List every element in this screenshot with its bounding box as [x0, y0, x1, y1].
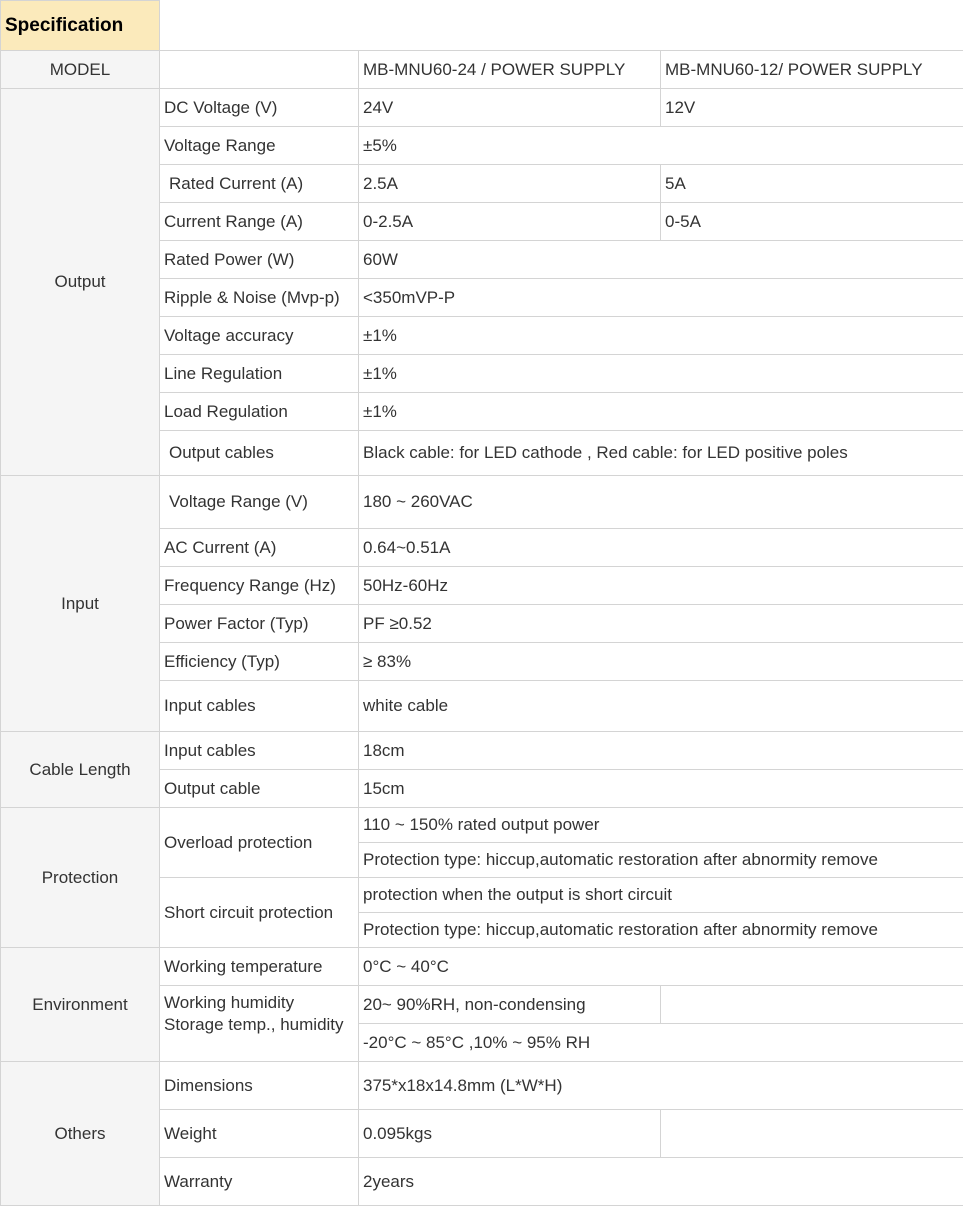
group-protection: Protection — [1, 808, 160, 948]
row-label: Dimensions — [160, 1062, 359, 1110]
row-label: AC Current (A) — [160, 529, 359, 567]
row-value-12: 12V — [661, 89, 963, 127]
table-row — [1, 1062, 963, 1110]
group-input: Input — [1, 476, 160, 732]
group-cable-length: Cable Length — [1, 732, 160, 808]
row-value: ±1% — [359, 393, 963, 431]
table-row — [1, 732, 963, 770]
row-label: Working humidity — [164, 992, 295, 1012]
table-row — [1, 808, 963, 843]
row-value: ±5% — [359, 127, 963, 165]
row-label: Input cables — [160, 681, 359, 732]
page-title: Specification — [1, 1, 160, 51]
row-value: 180 ~ 260VAC — [359, 476, 963, 529]
row-value: Black cable: for LED cathode , Red cable: for LED positive poles — [359, 431, 963, 476]
model-12: MB-MNU60-12/ POWER SUPPLY — [661, 51, 963, 89]
row-empty — [661, 986, 963, 1024]
row-label: Weight — [160, 1110, 359, 1158]
row-label-text: Voltage Range (V) — [169, 492, 308, 511]
table-row — [1, 476, 963, 529]
row-value: 110 ~ 150% rated output power — [359, 808, 963, 843]
row-label: DC Voltage (V) — [160, 89, 359, 127]
table-row — [1, 948, 963, 986]
row-label — [160, 431, 359, 476]
row-value-12: 0-5A — [661, 203, 963, 241]
row-label: Short circuit protection — [160, 878, 359, 948]
row-value: 0.64~0.51A — [359, 529, 963, 567]
model-24: MB-MNU60-24 / POWER SUPPLY — [359, 51, 661, 89]
row-value: PF ≥0.52 — [359, 605, 963, 643]
model-label: MODEL — [1, 51, 160, 89]
row-value: 60W — [359, 241, 963, 279]
row-label: Input cables — [160, 732, 359, 770]
row-empty — [661, 1110, 963, 1158]
row-value: ≥ 83% — [359, 643, 963, 681]
group-others: Others — [1, 1062, 160, 1206]
title-row — [1, 1, 963, 51]
row-label: Overload protection — [160, 808, 359, 878]
row-label: Ripple & Noise (Mvp-p) — [160, 279, 359, 317]
row-label: Frequency Range (Hz) — [160, 567, 359, 605]
row-label: Load Regulation — [160, 393, 359, 431]
model-row — [1, 51, 963, 89]
row-value: ±1% — [359, 317, 963, 355]
row-value: Protection type: hiccup,automatic restoration after abnormity remove — [359, 913, 963, 948]
row-label: Voltage accuracy — [160, 317, 359, 355]
group-environment: Environment — [1, 948, 160, 1062]
row-value: 50Hz-60Hz — [359, 567, 963, 605]
row-label-text: Rated Current (A) — [169, 173, 304, 193]
row-label: Power Factor (Typ) — [160, 605, 359, 643]
row-value: 0.095kgs — [359, 1110, 661, 1158]
model-blank — [160, 51, 359, 89]
row-label: Voltage Range — [160, 127, 359, 165]
row-label-text: Output cables — [169, 443, 274, 462]
row-value: <350mVP-P — [359, 279, 963, 317]
row-label: Current Range (A) — [160, 203, 359, 241]
row-value: white cable — [359, 681, 963, 732]
row-value: 2years — [359, 1158, 963, 1206]
row-label: Line Regulation — [160, 355, 359, 393]
row-label: Rated Power (W) — [160, 241, 359, 279]
row-value: ±1% — [359, 355, 963, 393]
row-value: 0°C ~ 40°C — [359, 948, 963, 986]
row-label: Output cable — [160, 770, 359, 808]
row-label — [160, 476, 359, 529]
row-value-12: 5A — [661, 165, 963, 203]
group-output: Output — [1, 89, 160, 476]
row-value: Protection type: hiccup,automatic restoration after abnormity remove — [359, 843, 963, 878]
row-label — [160, 165, 359, 203]
title-spacer — [160, 1, 963, 51]
row-label: Storage temp., humidity — [164, 1014, 344, 1034]
row-value-24: 2.5A — [359, 165, 661, 203]
table-row — [1, 89, 963, 127]
row-value: 375*x18x14.8mm (L*W*H) — [359, 1062, 963, 1110]
row-value: 20~ 90%RH, non-condensing — [359, 986, 661, 1024]
row-value: 18cm — [359, 732, 963, 770]
row-value: protection when the output is short circuit — [359, 878, 963, 913]
row-value-24: 24V — [359, 89, 661, 127]
row-value-24: 0-2.5A — [359, 203, 661, 241]
row-label: Efficiency (Typ) — [160, 643, 359, 681]
row-label: Working temperature — [160, 948, 359, 986]
row-label: Warranty — [160, 1158, 359, 1206]
row-label-pair — [160, 986, 359, 1062]
row-value: 15cm — [359, 770, 963, 808]
row-value: -20°C ~ 85°C ,10% ~ 95% RH — [359, 1024, 963, 1062]
